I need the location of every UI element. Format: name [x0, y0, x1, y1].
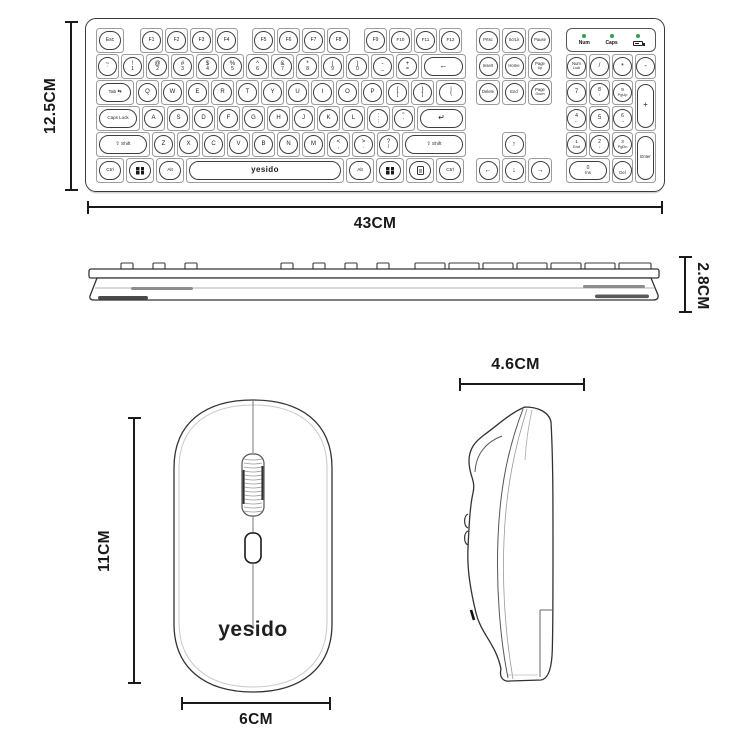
key-s: S: [167, 106, 190, 131]
mouse-top-view: [160, 396, 346, 696]
key-yesido: yesido: [186, 158, 344, 183]
key-f2: F2: [165, 28, 188, 53]
keyboard-numpad: [566, 28, 656, 184]
key-f12: F12: [439, 28, 462, 53]
key-: & 7: [271, 54, 294, 79]
key-windows-logo-icon: [376, 158, 404, 183]
key-f: F: [217, 106, 240, 131]
num-led-label: Num: [578, 39, 590, 46]
key-home: Home: [502, 54, 526, 79]
key-f5: F5: [252, 28, 275, 53]
nav-row: [476, 80, 560, 105]
keyboard-row: [96, 80, 468, 105]
key-: ↓: [502, 158, 526, 183]
key-7: 7: [566, 80, 587, 105]
key-l: L: [342, 106, 365, 131]
caps-led-label: Caps: [605, 39, 618, 46]
key-: # 3: [171, 54, 194, 79]
key-page: Page Up: [528, 54, 552, 79]
key-4: 4 ←: [566, 106, 587, 131]
key-enter: Enter: [635, 132, 656, 183]
key-esc: Esc: [96, 28, 124, 53]
key-: $ 4: [196, 54, 219, 79]
key-f1: F1: [140, 28, 163, 53]
battery-icon: [633, 41, 643, 47]
key-: ~ `: [96, 54, 119, 79]
key-spacer: [476, 132, 500, 157]
key-a: A: [142, 106, 165, 131]
key-w: W: [161, 80, 184, 105]
keyboard-row: [96, 106, 468, 131]
key-: < ,: [327, 132, 350, 157]
key-f10: F10: [389, 28, 412, 53]
key-tab: Tab ⇆: [96, 80, 134, 105]
key-: . Del: [612, 158, 633, 183]
windows-logo-icon: [386, 167, 394, 175]
key-: " ': [392, 106, 415, 131]
keyboard-left-upper-foot: [131, 287, 193, 290]
nav-row: [476, 28, 560, 53]
key-6: 6 →: [612, 106, 633, 131]
menu-icon: [417, 166, 424, 175]
key-: { [: [386, 80, 409, 105]
key-windows-logo-icon: [126, 158, 154, 183]
keyboard-width-dimension-label: 43CM: [353, 215, 397, 232]
key-d: D: [192, 106, 215, 131]
mouse-height-dimension-line: [133, 418, 135, 683]
keyboard-side-deck: [89, 269, 659, 278]
keyboard-main-rows: [96, 28, 468, 184]
mouse-side-foot-mark: [471, 610, 474, 620]
mouse-width-dimension-label: 6CM: [239, 711, 273, 728]
key-: ? /: [377, 132, 400, 157]
keyboard-side-view: [85, 254, 665, 314]
key-: ! 1: [121, 54, 144, 79]
key-q: Q: [136, 80, 159, 105]
keyboard-thickness-dimension-line: [684, 257, 686, 312]
key-8: 8 ↑: [589, 80, 610, 105]
key-: @ 2: [146, 54, 169, 79]
key-f11: F11: [414, 28, 437, 53]
keyboard-left-foot: [98, 296, 148, 300]
key-: - _: [371, 54, 394, 79]
key-: * 8: [296, 54, 319, 79]
key-5: 5: [589, 106, 610, 131]
key-t: T: [236, 80, 259, 105]
key-3: 3 PgDn: [612, 132, 633, 157]
key-: ^ 6: [246, 54, 269, 79]
key-v: V: [227, 132, 250, 157]
mouse-depth-dimension-label: 4.6CM: [491, 356, 540, 373]
dpi-button: [245, 533, 261, 563]
key-g: G: [242, 106, 265, 131]
key-end: End: [502, 80, 526, 105]
key-i: I: [311, 80, 334, 105]
key-alt: Alt: [156, 158, 184, 183]
keyboard-height-dimension-label: 12.5CM: [42, 77, 59, 135]
key-r: R: [211, 80, 234, 105]
key-: ←: [421, 54, 466, 79]
key-p: P: [361, 80, 384, 105]
key-9: 9 PgUp: [612, 80, 633, 105]
key-f4: F4: [215, 28, 238, 53]
key-f9: F9: [364, 28, 387, 53]
key-f3: F3: [190, 28, 213, 53]
num-lock-indicator: [579, 34, 590, 46]
nav-row: [476, 132, 560, 157]
key-: ) 0: [346, 54, 369, 79]
keyboard-row: [96, 132, 468, 157]
windows-logo-icon: [136, 167, 144, 175]
key-e: E: [186, 80, 209, 105]
key-prtsc: Prtsc: [476, 28, 500, 53]
key-: ↑: [502, 132, 526, 157]
key-o: O: [336, 80, 359, 105]
battery-led-dot-icon: [636, 34, 640, 38]
key-f7: F7: [302, 28, 325, 53]
keyboard-right-upper-foot: [583, 285, 645, 288]
key-scrlk: ScrLk: [502, 28, 526, 53]
keyboard-right-foot: [595, 295, 649, 299]
key-alt: Alt: [346, 158, 374, 183]
mouse-logo: yesido: [218, 618, 288, 641]
mouse-depth-dimension-line: [460, 383, 584, 385]
keyboard-width-dimension-line: [88, 206, 662, 208]
key-1: 1 End: [566, 132, 587, 157]
nav-row: [476, 54, 560, 79]
keyboard-nav-cluster: [476, 28, 560, 184]
key-f6: F6: [277, 28, 300, 53]
key-shift: ⇧ Shift: [96, 132, 150, 157]
mouse-side-view: [448, 398, 583, 690]
key-: % 5: [221, 54, 244, 79]
indicator-panel: [566, 28, 656, 52]
key-0: 0 Ins: [566, 158, 610, 183]
key-delete: Delete: [476, 80, 500, 105]
key-2: 2 ↓: [589, 132, 610, 157]
nav-row: [476, 158, 560, 183]
nav-row: [476, 106, 560, 131]
keyboard-row: [96, 54, 468, 79]
num-led-dot-icon: [582, 34, 586, 38]
key-spacer: [528, 132, 552, 157]
key-shift: ⇧ Shift: [402, 132, 466, 157]
key-: > .: [352, 132, 375, 157]
key-: : ;: [367, 106, 390, 131]
key-page: Page Down: [528, 80, 552, 105]
caps-lock-indicator: [605, 34, 617, 46]
key-m: M: [302, 132, 325, 157]
key-: } ]: [411, 80, 434, 105]
key-: | \: [436, 80, 466, 105]
key-: →: [528, 158, 552, 183]
key-: -: [635, 54, 656, 79]
mouse-width-dimension-line: [182, 702, 330, 704]
key-ctrl: Ctrl: [96, 158, 124, 183]
key-y: Y: [261, 80, 284, 105]
key-j: J: [292, 106, 315, 131]
key-h: H: [267, 106, 290, 131]
key-b: B: [252, 132, 275, 157]
key-z: Z: [152, 132, 175, 157]
key-x: X: [177, 132, 200, 157]
key-: ←: [476, 158, 500, 183]
key-menu-icon: [406, 158, 434, 183]
keyboard-height-dimension-line: [70, 22, 72, 190]
key-u: U: [286, 80, 309, 105]
battery-indicator: [633, 34, 643, 46]
key-: /: [589, 54, 610, 79]
keyboard-row: [96, 158, 468, 183]
key-k: K: [317, 106, 340, 131]
side-buttons: [465, 514, 468, 545]
key-n: N: [277, 132, 300, 157]
key-f8: F8: [327, 28, 350, 53]
key-c: C: [202, 132, 225, 157]
key-: + =: [396, 54, 419, 79]
key-num: Num Lock: [566, 54, 587, 79]
key-ctrl: Ctrl: [436, 158, 464, 183]
key-: +: [635, 80, 656, 131]
mouse-height-dimension-label: 11CM: [96, 530, 113, 572]
keyboard-top-view: [85, 18, 665, 192]
keyboard-row: [96, 28, 468, 53]
key-: ↵: [417, 106, 466, 131]
keyboard-thickness-dimension-label: 2.8CM: [694, 262, 711, 310]
key-: *: [612, 54, 633, 79]
key-insert: Insert: [476, 54, 500, 79]
caps-led-dot-icon: [610, 34, 614, 38]
key-caps-lock: Caps Lock: [96, 106, 140, 131]
key-: ( 9: [321, 54, 344, 79]
key-pause: Pause: [528, 28, 552, 53]
